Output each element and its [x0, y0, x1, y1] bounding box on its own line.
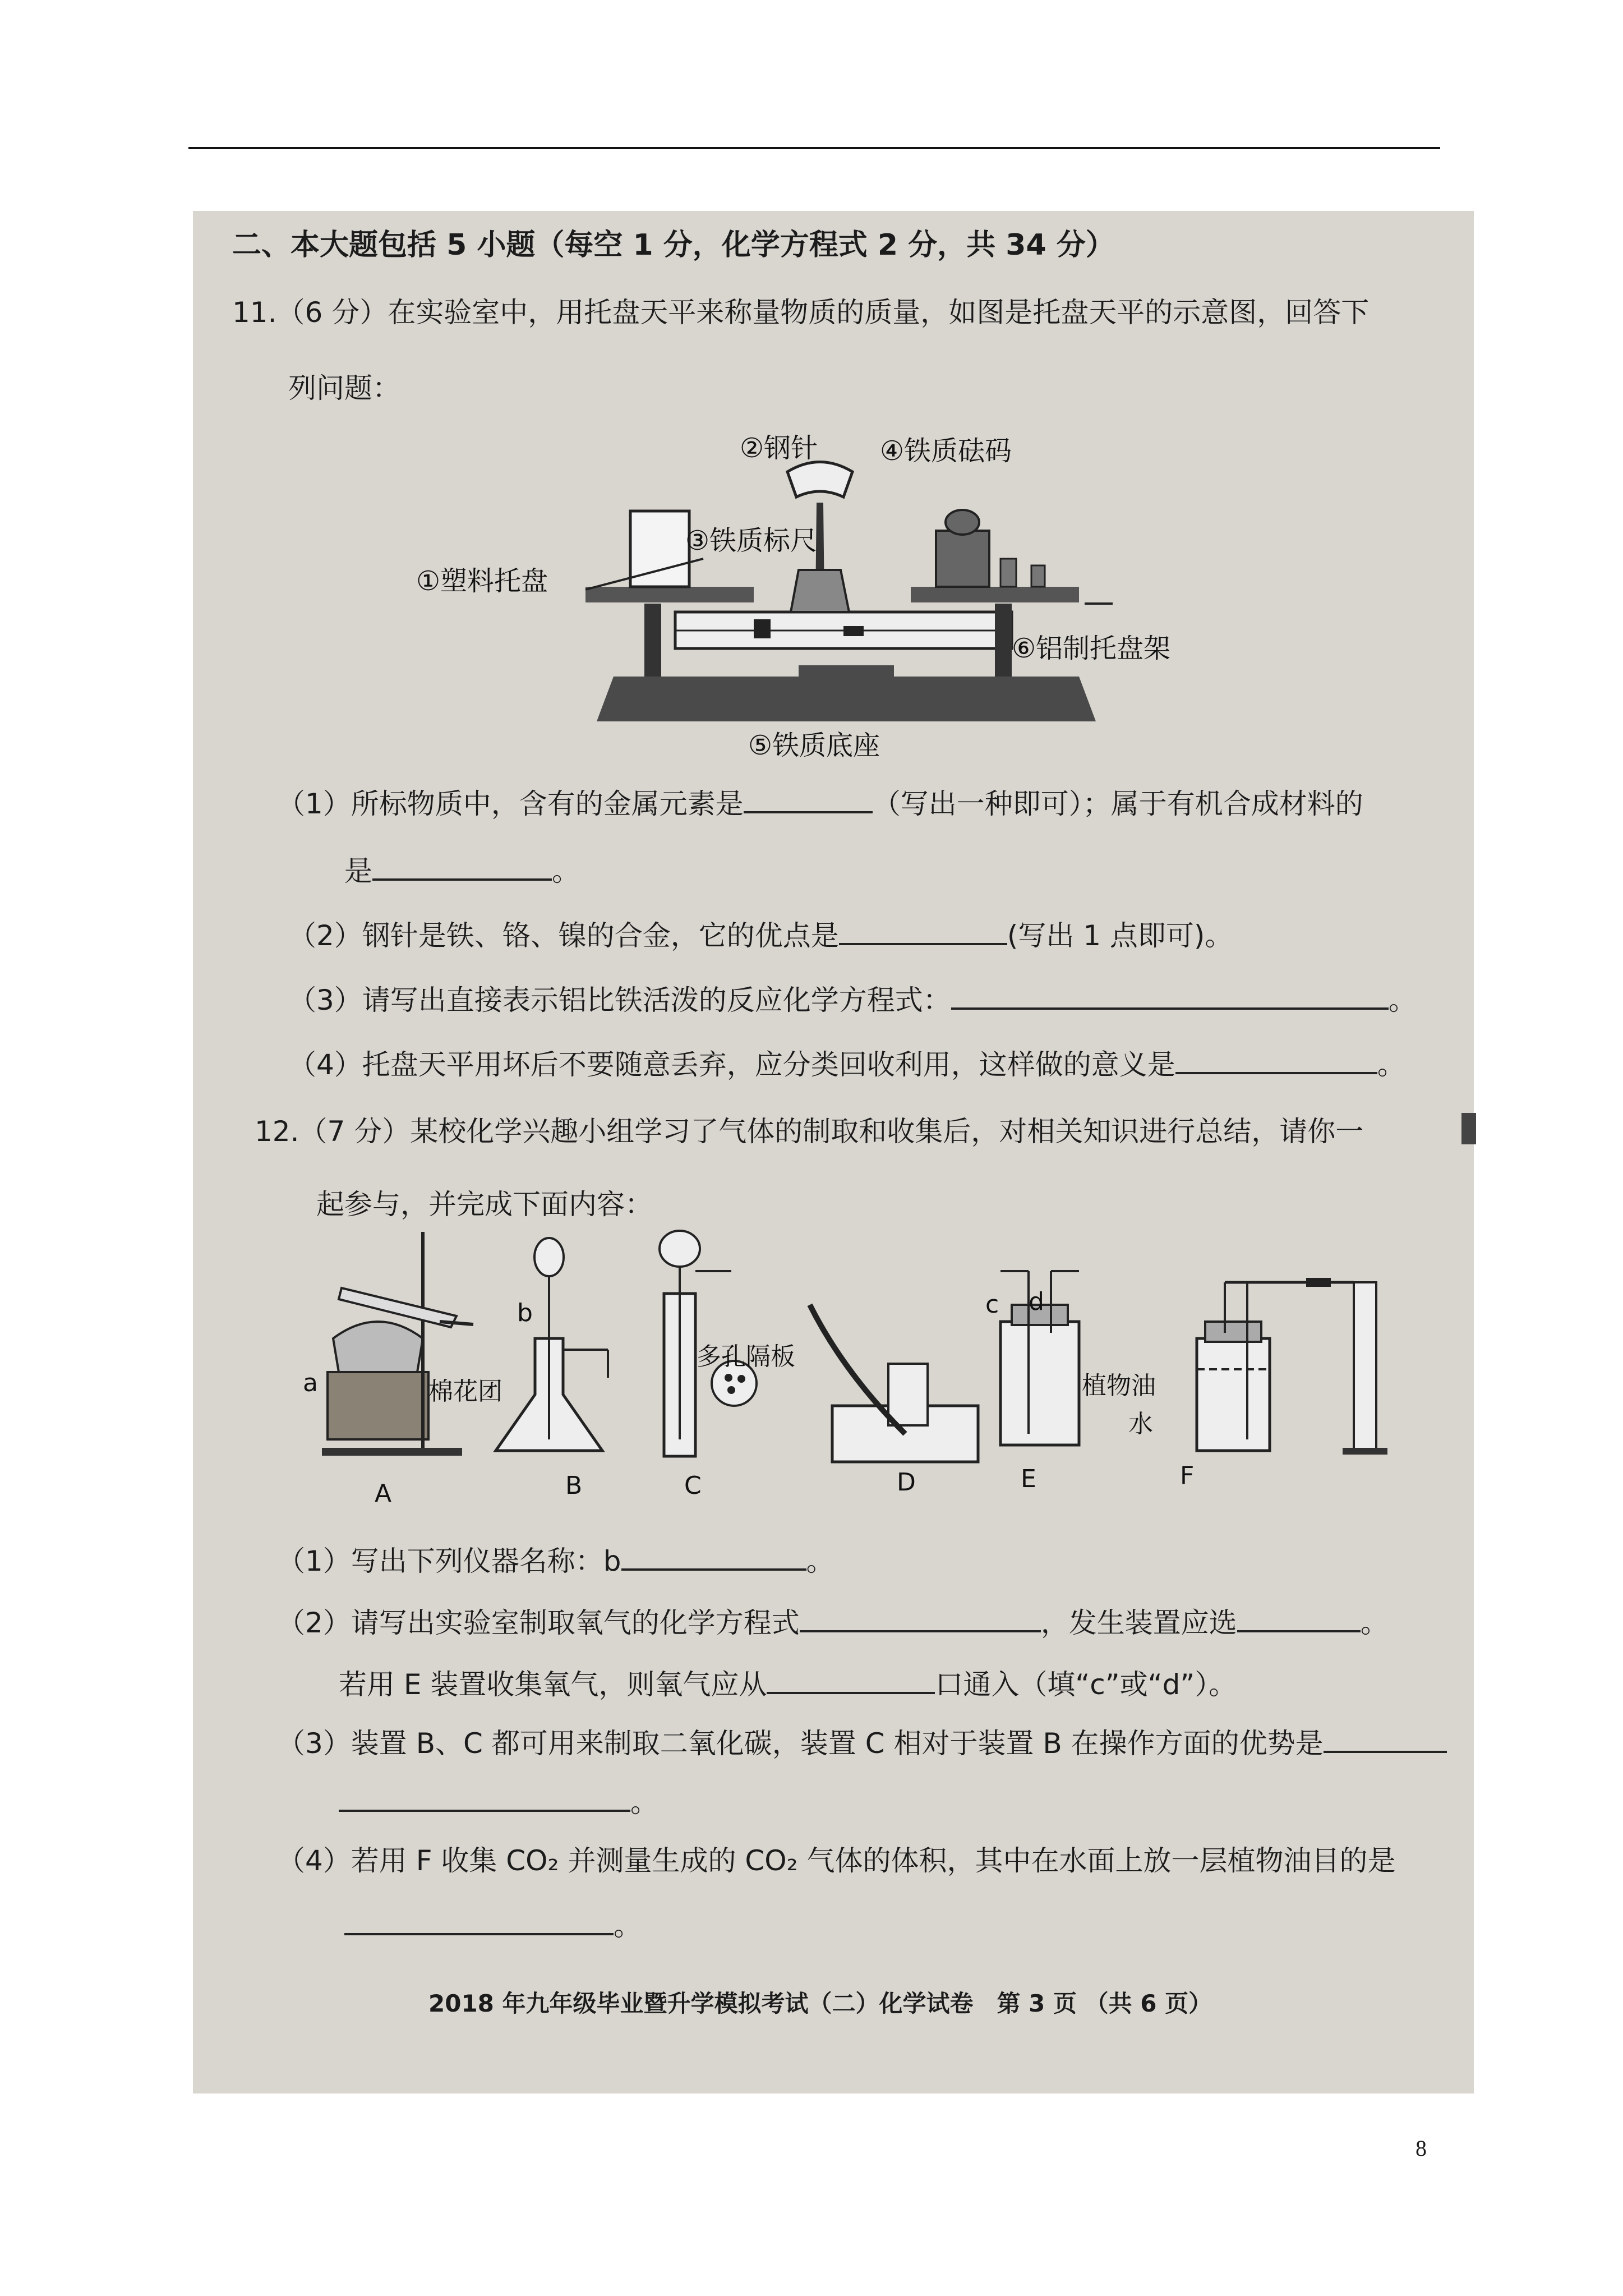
gas-apparatus-diagram [193, 1226, 1474, 1720]
right-pan [911, 587, 1079, 602]
exam-footer: 2018 年九年级毕业暨升学模拟考试（二）化学试卷 第 3 页 （共 6 页） [428, 1990, 1212, 2017]
q11-part3-after: 。 [1388, 984, 1417, 1016]
dial [787, 462, 852, 498]
q12-intro-line2: 起参与，并完成下面内容： [316, 1188, 653, 1221]
q11-part4 [288, 1044, 1405, 1082]
label-iron-weights: ④铁质砝码 [880, 435, 1012, 467]
label-B: B [565, 1471, 583, 1500]
q11-part2 [288, 915, 1233, 953]
label-c: c [985, 1290, 999, 1319]
q12-part1-text: （1）写出下列仪器名称：b [277, 1545, 621, 1577]
balance-diagram [193, 418, 1474, 777]
q12-part2-line2 [339, 1664, 1237, 1702]
apparatus-F [1197, 1278, 1387, 1455]
label-steel-needle: ②钢针 [740, 432, 818, 464]
q11-part1-text-after: （写出一种即可）；属于有机合成材料的 [872, 788, 1363, 820]
q11-part4-after: 。 [1377, 1048, 1405, 1081]
q12-part3-after: 。 [630, 1786, 658, 1819]
label-iron-scale: ③铁质标尺 [685, 525, 818, 556]
header-rule [188, 147, 1440, 149]
iron-weight-large [936, 531, 989, 587]
answer-blank-metal[interactable] [744, 783, 873, 813]
answer-blank-recycling[interactable] [1175, 1044, 1377, 1074]
apparatus-A [322, 1232, 473, 1456]
q12-part2-mid: ，发生装置应选 [1040, 1607, 1237, 1639]
answer-blank-inlet[interactable] [767, 1664, 935, 1694]
left-pan [585, 587, 754, 602]
apparatus-B [496, 1238, 608, 1451]
q12-part4-line1: （4）若用 F 收集 CO₂ 并测量生成的 CO₂ 气体的体积，其中在水面上放一层植物油目的是 [277, 1844, 1396, 1877]
apparatus-D [810, 1305, 978, 1462]
q12-part4-after: 。 [614, 1910, 642, 1942]
q11-part1-line2 [344, 850, 580, 889]
q11-part3-text: （3）请写出直接表示铝比铁活泼的反应化学方程式： [288, 984, 951, 1016]
label-plastic-pan: ①塑料托盘 [416, 565, 548, 597]
q12-part3-text: （3）装置 B、C 都可用来制取二氧化碳，装置 C 相对于装置 B 在操作方面的优势是 [277, 1727, 1324, 1760]
q11-part1-line1 [277, 783, 1363, 821]
scan-edge-mark [1461, 1113, 1476, 1144]
label-A: A [375, 1479, 392, 1508]
answer-blank-advantage-a[interactable] [1324, 1723, 1447, 1753]
label-E: E [1021, 1465, 1036, 1493]
label-D: D [897, 1468, 916, 1497]
q12-part3-line2 [339, 1782, 658, 1820]
q11-part1b-after: 。 [552, 855, 580, 887]
section-header: 二、本大题包括 5 小题（每空 1 分，化学方程式 2 分，共 34 分） [232, 228, 1115, 262]
q12-part2-after: 。 [1360, 1607, 1389, 1639]
q12-intro-line1: 12.（7 分）某校化学兴趣小组学习了气体的制取和收集后，对相关知识进行总结，请你一 [255, 1115, 1364, 1148]
q11-part4-text: （4）托盘天平用坏后不要随意丢弃，应分类回收利用，这样做的意义是 [288, 1048, 1175, 1081]
label-porous-plate: 多孔隔板 [697, 1342, 795, 1371]
label-b: b [517, 1299, 533, 1327]
label-a: a [303, 1369, 318, 1397]
q12-part1 [277, 1540, 834, 1579]
q11-part2-after: (写出 1 点即可)。 [1007, 919, 1233, 952]
q12-part2b-text: 若用 E 装置收集氧气，则氧气应从 [339, 1668, 767, 1701]
q11-part3 [288, 979, 1417, 1018]
answer-blank-advantage-b[interactable] [339, 1782, 630, 1812]
q12-part2b-after: 口通入（填“c”或“d”）。 [935, 1668, 1237, 1701]
answer-blank-generator[interactable] [1237, 1602, 1361, 1632]
answer-blank-oxygen-equation[interactable] [800, 1602, 1041, 1632]
q12-part2-line1 [277, 1602, 1389, 1640]
answer-blank-oil-purpose[interactable] [344, 1905, 614, 1935]
q12-part2-text: （2）请写出实验室制取氧气的化学方程式 [277, 1607, 800, 1639]
label-veg-oil: 植物油 [1082, 1372, 1156, 1400]
answer-blank-instrument-b[interactable] [621, 1540, 806, 1571]
label-C: C [684, 1471, 702, 1500]
scanned-exam-photo [193, 211, 1474, 2093]
q11-part1b-text: 是 [344, 855, 372, 887]
label-F: F [1180, 1461, 1195, 1490]
q11-part2-text: （2）钢针是铁、铬、镍的合金，它的优点是 [288, 919, 839, 952]
q12-part3-line1 [277, 1723, 1447, 1761]
label-water: 水 [1128, 1410, 1153, 1438]
answer-blank-organic[interactable] [372, 850, 552, 881]
q12-part1-after: 。 [806, 1545, 834, 1577]
label-d: d [1029, 1287, 1044, 1316]
label-aluminum-frame: ⑥铝制托盘架 [1012, 633, 1171, 664]
q12-part4-line2 [344, 1905, 642, 1943]
q11-part1-text: （1）所标物质中，含有的金属元素是 [277, 788, 744, 820]
answer-blank-alloy[interactable] [839, 915, 1007, 945]
q11-intro-line2: 列问题： [288, 372, 400, 404]
page-number: 8 [1415, 2136, 1427, 2161]
label-cotton: 棉花团 [428, 1377, 502, 1406]
label-iron-base: ⑤铁质底座 [748, 730, 880, 761]
answer-blank-equation[interactable] [951, 979, 1389, 1010]
q11-intro-line1: 11.（6 分）在实验室中，用托盘天平来称量物质的质量，如图是托盘天平的示意图，回答下 [232, 296, 1370, 329]
